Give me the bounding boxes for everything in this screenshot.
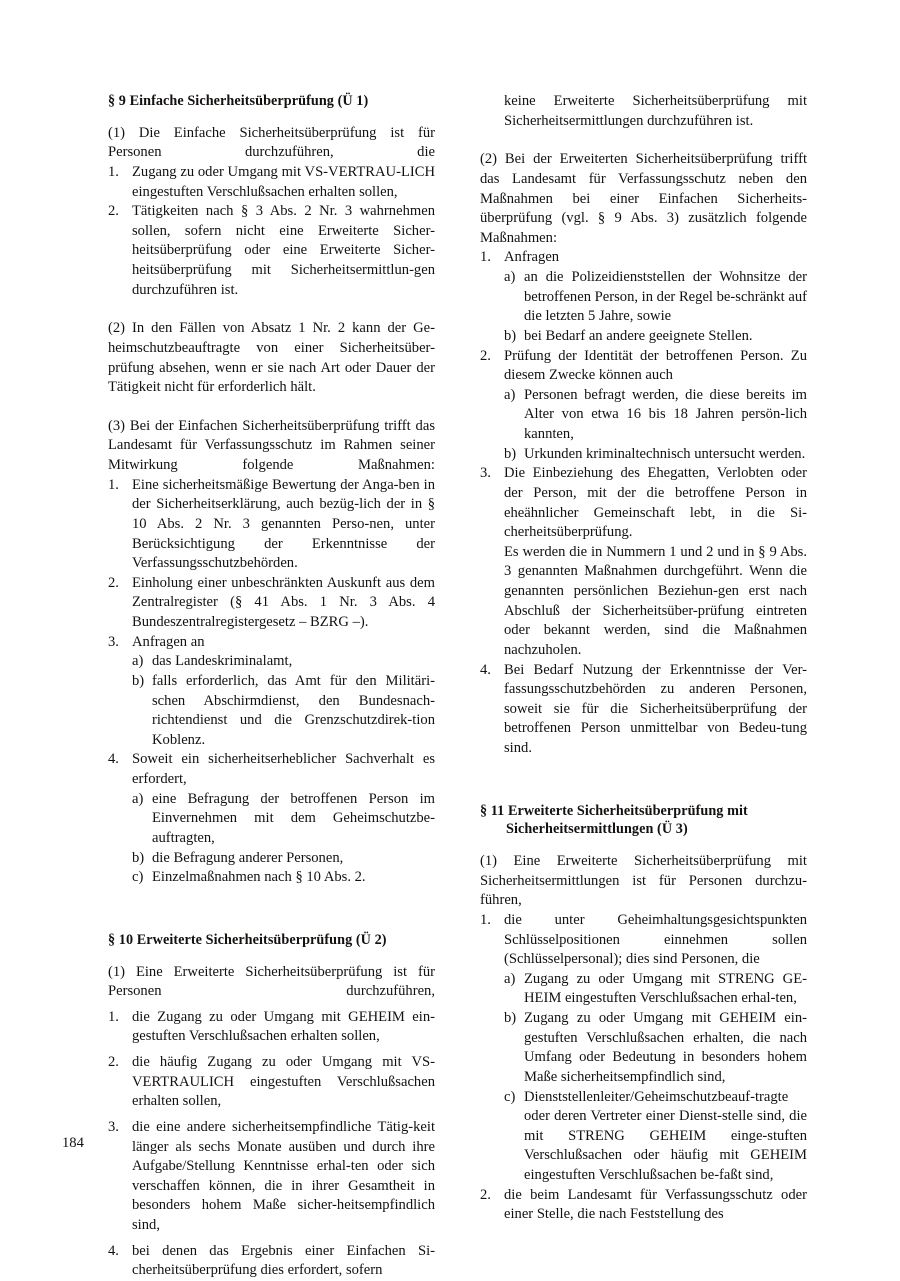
list-item-text: Soweit ein sicherheitserheblicher Sachverhalt es erfordert, [132, 751, 435, 788]
sublist-marker: a) [132, 653, 144, 670]
paragraph-9-absatz-1-list [108, 163, 435, 300]
list-item [108, 1118, 435, 1236]
section-heading-paragraph-10: § 10 Erweiterte Sicherheitsüberprüfung (Ü 2) [108, 931, 387, 948]
sublist-marker: b) [504, 445, 517, 462]
paragraph-10-absatz-2-intro: (2) Bei der Erweiterten Sicherheitsüberprüfung trifft das Landesamt für Verfassungsschutz neben den Maßnahmen bei einer Einfachen Sicherheits-überprüfung (vgl. § 9 Abs. 3) zusätzlich folgende Maßnahmen: [480, 151, 807, 246]
sublist-item [504, 1088, 807, 1186]
sublist-item [504, 1009, 807, 1088]
paragraph-9-item-4-sublist [132, 790, 435, 888]
paragraph-spacer [480, 131, 807, 150]
section-heading-paragraph-11 [480, 802, 807, 839]
sublist-marker: b) [132, 672, 145, 689]
sublist-item [504, 445, 807, 465]
list-marker: 3. [108, 633, 119, 650]
list-item [108, 750, 435, 887]
paragraph-9-absatz-1-intro: (1) Die Einfache Sicherheitsüberprüfung ist für Personen durchzuführen, die [108, 124, 435, 161]
sublist-marker: b) [504, 327, 517, 344]
paragraph-10-item-4-continuation: keine Erweiterte Sicherheitsüberprüfung mit Sicherheitsermittlungen durchzuführen ist. [504, 93, 807, 129]
sublist-item [132, 652, 435, 672]
list-item-text: Anfragen [504, 249, 560, 266]
sublist-marker: a) [132, 790, 144, 807]
section-heading-paragraph-9: § 9 Einfache Sicherheitsüberprüfung (Ü 1) [108, 93, 369, 109]
sublist-item [132, 790, 435, 849]
sublist-item-text: eine Befragung der betroffenen Person im Einvernehmen mit dem Geheimschutzbe-auftragten, [152, 790, 435, 846]
sublist-item-text: Einzelmaßnahmen nach § 10 Abs. 2. [152, 869, 366, 886]
page-number: 184 [62, 1135, 84, 1151]
sublist-item [504, 327, 807, 347]
sublist-item-text: Urkunden kriminaltechnisch untersucht werden. [524, 445, 806, 462]
sublist-marker: a) [504, 269, 516, 285]
list-marker: 1. [108, 476, 119, 493]
list-marker: 1. [480, 911, 491, 928]
section-heading-line-1: § 11 Erweiterte Sicherheitsüberprüfung mit [480, 802, 748, 819]
list-marker: 4. [480, 661, 491, 678]
list-item [480, 911, 807, 1186]
sublist-marker: b) [132, 849, 145, 866]
section-heading-line-2: Sicherheitsermittlungen (Ü 3) [506, 821, 688, 838]
paragraph-spacer [108, 398, 435, 417]
sublist-item [132, 868, 435, 888]
list-marker: 3. [480, 465, 491, 482]
sublist-marker: b) [504, 1010, 517, 1027]
paragraph-9-absatz-2: (2) In den Fällen von Absatz 1 Nr. 2 kann der Ge-heimschutzbeauftragte von einer Sicherheitsüber-prüfung absehen, wenn er sie nach Art oder Dauer der Tätigkeit nicht für erforderlich hält. [108, 320, 435, 396]
two-column-body [108, 92, 808, 1279]
list-item-text: die unter Geheimhaltungsgesichtspunkten Schlüsselpositionen einnehmen sollen (Schlüsselpersonal); dies sind Personen, die [504, 911, 807, 968]
list-marker: 2. [108, 1054, 119, 1071]
sublist-item-text: Dienststellenleiter/Geheimschutzbeauf-tragte oder deren Vertreter einer Dienst-stelle sind, die mit STRENG GEHEIM einge-stuften Verschlußsachen oder häufig mit GEHEIM eingestuften Verschlußsachen be-faßt sind, [524, 1088, 807, 1184]
list-item-text: die häufig Zugang zu oder Umgang mit VS-VERTRAULICH eingestuften Verschlußsachen erhalten sollen, [132, 1054, 435, 1110]
list-marker: 2. [108, 574, 119, 591]
list-item [480, 464, 807, 660]
paragraph-10-absatz-1-list [108, 1008, 435, 1281]
list-item-text: Prüfung der Identität der betroffenen Person. Zu diesem Zwecke können auch [504, 347, 807, 384]
list-item [108, 1008, 435, 1047]
sublist-item-text: die Befragung anderer Personen, [152, 849, 344, 866]
sublist-item-text: Zugang zu oder Umgang mit STRENG GE-HEIM eingestuften Verschlußsachen erhal-ten, [524, 970, 807, 1007]
list-item-text: Eine sicherheitsmäßige Bewertung der Anga-ben in der Sicherheitserklärung, auch bezüg-lich der in § 10 Abs. 2 Nr. 3 genannten Perso-nen, unter Berücksichtigung der Erkenntnisse der Verfassungsschutzbehörden. [132, 476, 435, 572]
paragraph-9-item-3-sublist [132, 652, 435, 750]
sublist-item-text: das Landeskriminalamt, [152, 653, 293, 670]
paragraph-9-absatz-3-intro: (3) Bei der Einfachen Sicherheitsüberprüfung trifft das Landesamt für Verfassungsschutz im Rahmen seiner Mitwirkung folgende Maßnahmen: [108, 417, 435, 474]
paragraph-spacer [108, 300, 435, 319]
paragraph-10-item-2-sublist [504, 386, 807, 465]
sublist-item [504, 268, 807, 327]
section-spacer [108, 888, 435, 931]
paragraph-11-absatz-1-intro: (1) Eine Erweiterte Sicherheitsüberprüfung mit Sicherheitsermittlungen ist für Personen durchzu-führen, [480, 853, 807, 909]
sublist-item [504, 970, 807, 1009]
list-item-text: Bei Bedarf Nutzung der Erkenntnisse der Ver-fassungsschutzbehörden zu anderen Personen, soweit sie für die Sicherheitsüberprüfung der betroffenen Person unmittelbar von Bedeu-tung sind. [504, 661, 807, 756]
list-item-text: Anfragen an [132, 633, 205, 650]
list-item [480, 661, 807, 759]
list-marker: 1. [108, 163, 119, 180]
paragraph-10-absatz-2-list [480, 248, 807, 758]
sublist-item [132, 672, 435, 751]
list-item [480, 248, 807, 346]
sublist-marker: a) [504, 970, 516, 987]
list-item [108, 633, 435, 751]
sublist-marker: c) [132, 869, 144, 886]
list-item [108, 1053, 435, 1112]
paragraph-11-absatz-1-list [480, 911, 807, 1225]
sublist-item-text: an die Polizeidienststellen der Wohnsitze der betroffenen Person, in der Regel be-schränkt auf die letzten 5 Jahre, sowie [524, 269, 807, 325]
sublist-item-text: Zugang zu oder Umgang mit GEHEIM ein-gestuften Verschlußsachen erhalten, die nach Umfang oder Bedeutung in besonders hohem Maße sicherheitsempfindlich sind, [524, 1010, 807, 1085]
paragraph-9-absatz-3-list [108, 476, 435, 888]
list-marker: 2. [108, 203, 119, 220]
list-item-text: die beim Landesamt für Verfassungsschutz oder einer Stelle, die nach Feststellung des [504, 1186, 807, 1223]
sublist-item [504, 386, 807, 445]
paragraph-11-item-1-sublist [504, 970, 807, 1186]
list-marker: 1. [108, 1008, 119, 1025]
sublist-marker: c) [504, 1088, 516, 1105]
sublist-item [132, 849, 435, 869]
sublist-item-text: Personen befragt werden, die diese bereits im Alter von etwa 16 bis 18 Jahren persön-lich kannten, [524, 386, 807, 442]
list-item-text: Einholung einer unbeschränkten Auskunft aus dem Zentralregister (§ 41 Abs. 1 Nr. 3 Abs. 4 Bundeszentralregistergesetz – BZRG –). [132, 574, 435, 631]
paragraph-10-item-1-sublist [504, 268, 807, 347]
list-item [108, 163, 435, 202]
list-item [108, 574, 435, 633]
list-marker: 4. [108, 1242, 119, 1259]
sublist-item-text: falls erforderlich, das Amt für den Militäri-schen Abschirmdienst, den Bundesnach-richtendienst und die Grenzschutzdirek-tion Koblenz. [152, 672, 435, 748]
list-marker: 1. [480, 249, 491, 266]
paragraph-10-absatz-1-intro: (1) Eine Erweiterte Sicherheitsüberprüfung ist für Personen durchzuführen, [108, 963, 435, 1000]
list-item-text: die Zugang zu oder Umgang mit GEHEIM ein-gestuften Verschlußsachen erhalten sollen, [132, 1008, 435, 1045]
section-spacer [480, 759, 807, 802]
sublist-marker: a) [504, 386, 516, 403]
list-item [108, 1242, 435, 1281]
right-column [480, 92, 807, 1223]
list-item-text: Tätigkeiten nach § 3 Abs. 2 Nr. 3 wahrnehmen sollen, sofern nicht eine Erweiterte Sicher-heitsüberprüfung oder eine Erweiterte Sicher-heitsüberprüfung mit Sicherheitsermittlun-gen durchzuführen ist. [132, 203, 435, 298]
list-marker: 2. [480, 1186, 491, 1203]
list-item [108, 202, 435, 300]
paragraph-10-item-3-continuation: Es werden die in Nummern 1 und 2 und in § 9 Abs. 3 genannten Maßnahmen durchgeführt. Wenn die genannten persönlichen Beziehun-gen erst nach Abschluß der Sicherheitsüber-prüfung eintreten oder bekannt werden, sind die Maßnahmen nachzuholen. [504, 543, 807, 658]
list-item-text: bei denen das Ergebnis einer Einfachen Si-cherheitsüberprüfung dies erfordert, sofern [132, 1242, 435, 1279]
list-marker: 4. [108, 751, 119, 768]
list-marker: 3. [108, 1118, 119, 1135]
sublist-item-text: bei Bedarf an andere geeignete Stellen. [524, 327, 753, 344]
list-marker: 2. [480, 347, 491, 364]
list-item [108, 476, 435, 574]
list-item [480, 1186, 807, 1225]
list-item [480, 347, 807, 465]
list-item-text: die eine andere sicherheitsempfindliche Tätig-keit länger als sechs Monate ausüben und durch ihre Aufgabe/Stellung Kenntnisse erhal-ten oder sich verschaffen können, die in ihrer Gesamtheit in besonders hohem Maße sicher-heitsempfindlich sind, [132, 1118, 435, 1234]
list-item-text: Die Einbeziehung des Ehegatten, Verlobten oder der Person, mit der die betroffene Person in eheähnlicher Gemeinschaft lebt, in die Si-cherheitsüberprüfung. [504, 465, 807, 541]
list-item-text: Zugang zu oder Umgang mit VS-VERTRAU-LICH eingestuften Verschlußsachen erhalten sollen, [132, 163, 435, 200]
left-column [108, 92, 435, 1279]
